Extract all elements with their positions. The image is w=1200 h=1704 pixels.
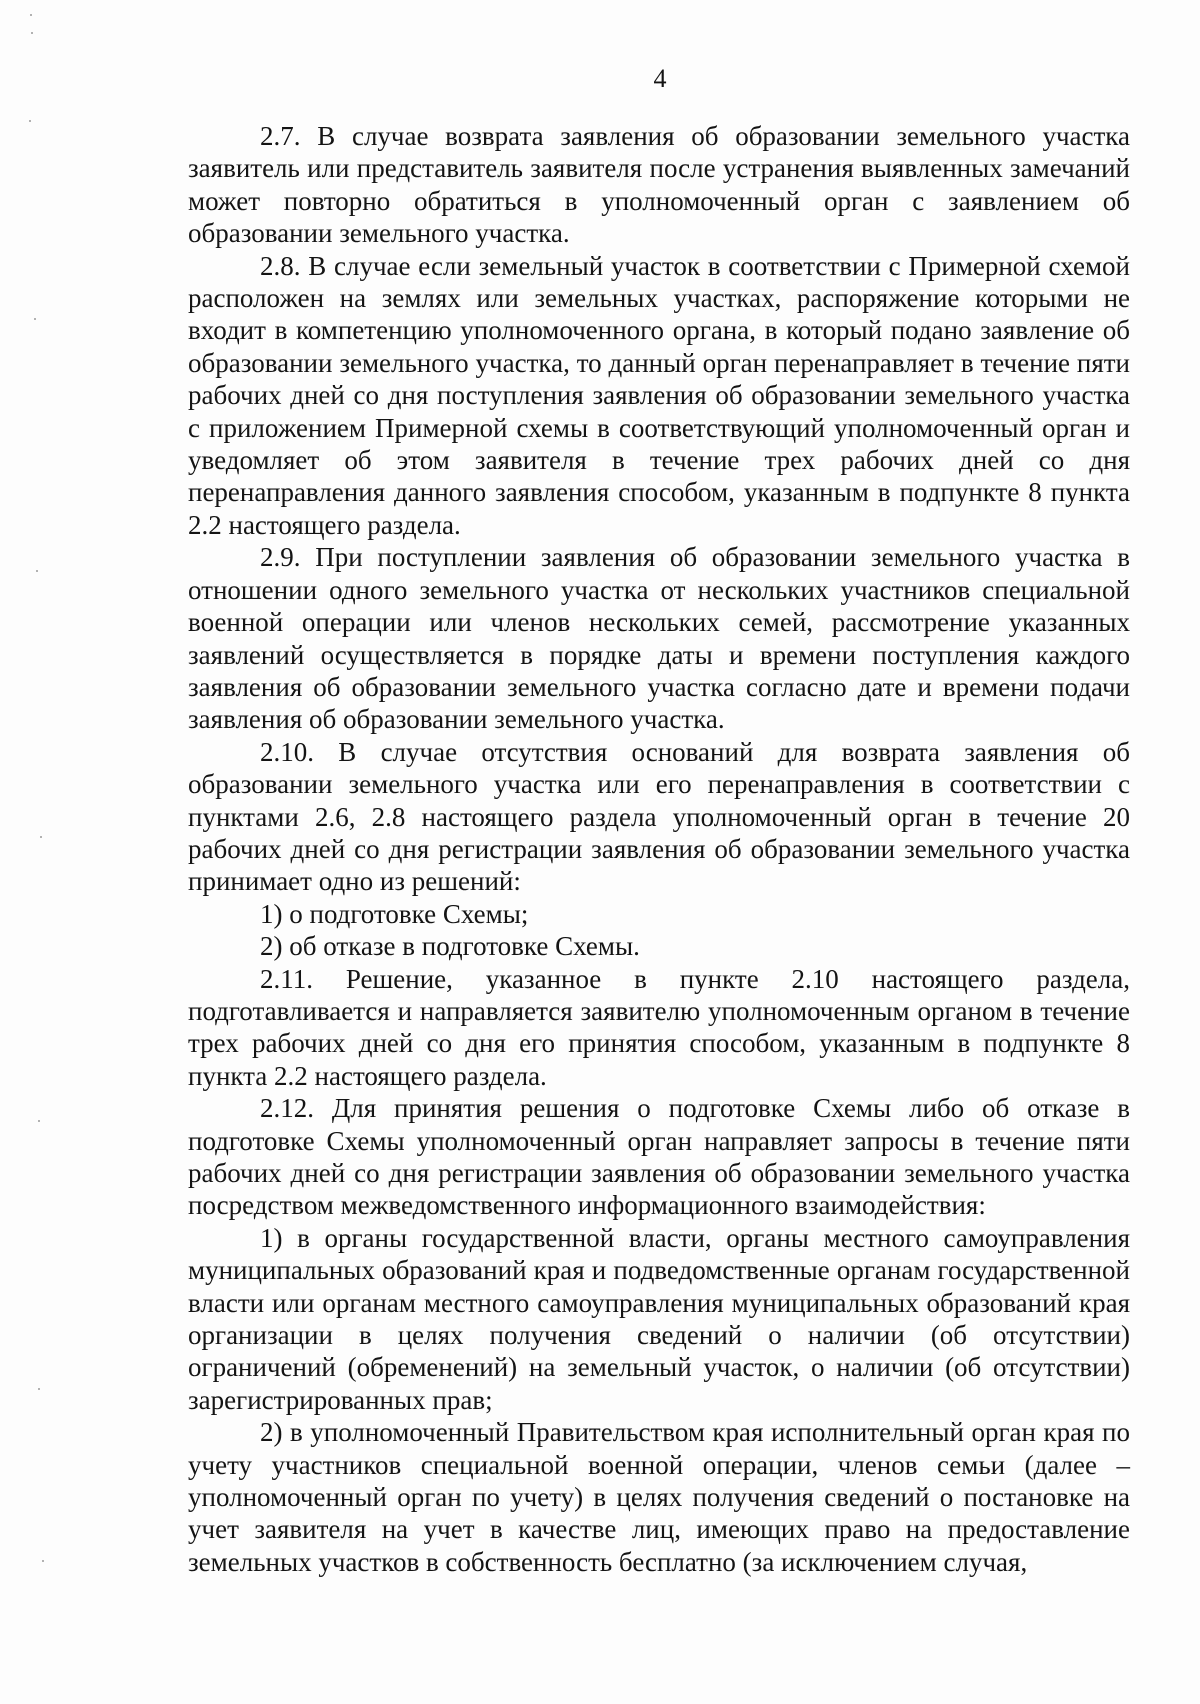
paragraph-2-9: 2.9. При поступлении заявления об образовании земельного участка в отношении одного земельного участка от нескольких участников специальной военной операции или членов нескольких семей, рассмотрение указанных заявлений осуществляется в порядке даты и времени поступления каждого заявления об образовании земельного участка согласно дате и времени подачи заявления об образовании земельного участка. [188, 542, 1130, 735]
scan-mark [36, 570, 38, 572]
scan-mark [34, 318, 36, 320]
scan-mark [40, 836, 42, 838]
list-item-2-12-1: 1) в органы государственной власти, органы местного самоуправления муниципальных образований края и подведомственные органам государственной власти или органам местного самоуправления муниципальных образований края организации в целях получения сведений о наличии (об отсутствии) ограничений (обременений) на земельный участок, о наличии (об отсутствии) зарегистрированных прав; [188, 1222, 1130, 1415]
list-item-2-10-2: 2) об отказе в подготовке Схемы. [260, 931, 640, 962]
list-item-2-10-1: 1) о подготовке Схемы; [260, 898, 529, 929]
page-number: 4 [653, 64, 667, 93]
scan-mark [42, 1560, 44, 1562]
scan-mark [38, 1388, 40, 1390]
scan-mark [38, 1120, 40, 1122]
paragraph-2-7: 2.7. В случае возврата заявления об образовании земельного участка заявитель или представитель заявителя после устранения выявленных замечаний может повторно обратиться в уполномоченный орган с заявлением об образовании земельного участка. [188, 121, 1130, 249]
scan-mark [31, 32, 33, 34]
scan-mark [30, 14, 32, 16]
paragraph-2-12: 2.12. Для принятия решения о подготовке Схемы либо об отказе в подготовке Схемы уполномоченный орган направляет запросы в течение пяти рабочих дней со дня регистрации заявления об образовании земельного участка посредством межведомственного информационного взаимодействия: [188, 1093, 1130, 1221]
paragraph-2-11: 2.11. Решение, указанное в пункте 2.10 настоящего раздела, подготавливается и направляется заявителю уполномоченным органом в течение трех рабочих дней со дня его принятия способом, указанным в подпункте 8 пункта 2.2 настоящего раздела. [188, 963, 1130, 1091]
paragraph-2-8: 2.8. В случае если земельный участок в соответствии с Примерной схемой расположен на землях или земельных участках, распоряжение которыми не входит в компетенцию уполномоченного органа, в который подано заявление об образовании земельного участка, то данный орган перенаправляет в течение пяти рабочих дней со дня поступления заявления об образовании земельного участка с приложением Примерной схемы в соответствующий уполномоченный орган и уведомляет об этом заявителя в течение трех рабочих дней со дня перенаправления данного заявления способом, указанным в подпункте 8 пункта 2.2 настоящего раздела. [188, 250, 1130, 540]
list-item-2-12-2: 2) в уполномоченный Правительством края исполнительный орган края по учету участников специальной военной операции, членов семьи (далее – уполномоченный орган по учету) в целях получения сведений о постановке на учет заявителя на учет в качестве лиц, имеющих право на предоставление земельных участков в собственность бесплатно (за исключением случая, [188, 1417, 1130, 1577]
document-body [188, 120, 1130, 1578]
scan-mark [29, 120, 31, 122]
paragraph-2-10: 2.10. В случае отсутствия оснований для возврата заявления об образовании земельного участка или его перенаправления в соответствии с пунктами 2.6, 2.8 настоящего раздела уполномоченный орган в течение 20 рабочих дней со дня регистрации заявления об образовании земельного участка принимает одно из решений: [188, 736, 1130, 897]
